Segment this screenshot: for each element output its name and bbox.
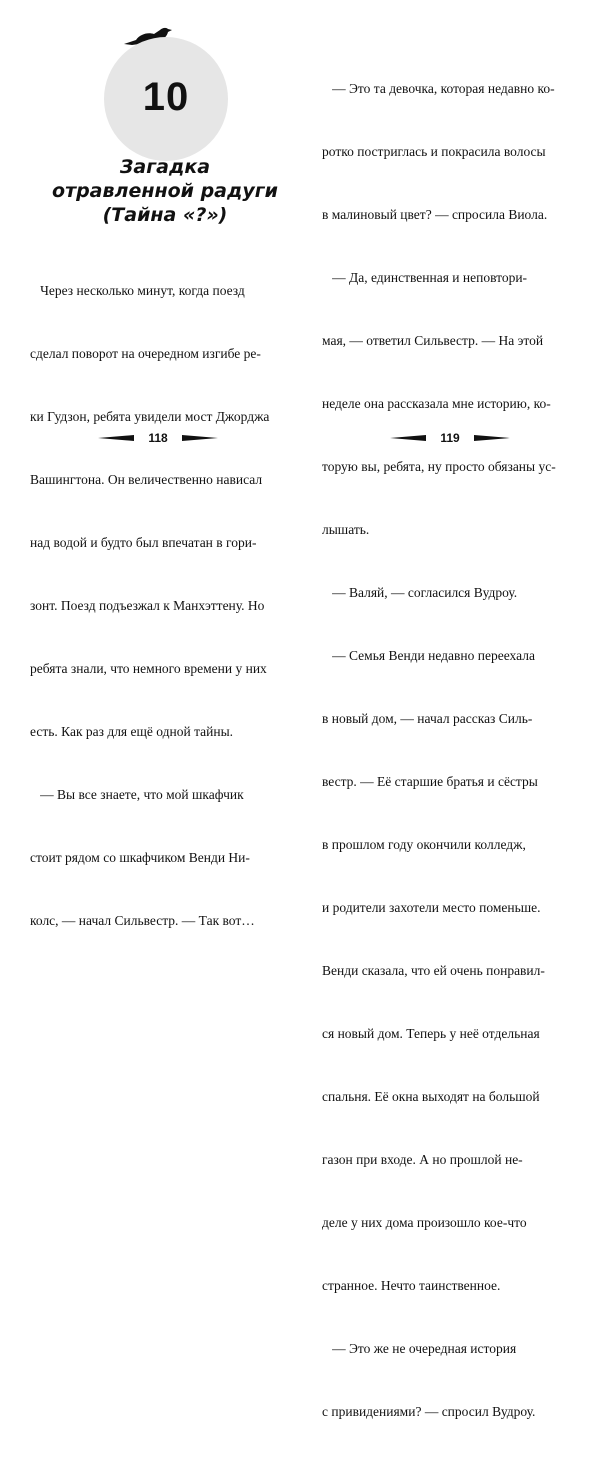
text-line: — Это же не очередная история [322, 1341, 517, 1356]
text-line: зонт. Поезд подъезжал к Манхэттену. Но [30, 598, 265, 613]
chapter-title-line: Загадка [119, 156, 211, 178]
text-line: ки Гудзон, ребята увидели мост Джорджа [30, 409, 270, 424]
left-body-text [30, 238, 304, 973]
text-line: есть. Как раз для ещё одной тайны. [30, 724, 234, 739]
text-line: Венди сказала, что ей очень понравил- [322, 963, 545, 978]
text-line: Вашингтона. Он величественно нависал [30, 472, 263, 487]
text-line: и родители захотели место поменьше. [322, 900, 541, 915]
chapter-number: 10 [142, 75, 190, 119]
text-line: ребята знали, что немного времени у них [30, 661, 267, 676]
right-page [304, 0, 608, 1419]
text-line: — Это та девочка, которая недавно ко- [322, 81, 555, 96]
text-line: спальня. Её окна выходят на большой [322, 1089, 540, 1104]
text-line: с привидениями? — спросил Вудроу. [322, 1404, 536, 1419]
text-line: деле у них дома произошло кое-что [322, 1215, 527, 1230]
chapter-title [30, 155, 300, 227]
text-line: ротко постриглась и покрасила волосы [322, 144, 546, 159]
right-body-text [322, 36, 602, 1464]
text-line: в новый дом, — начал рассказ Силь- [322, 711, 533, 726]
left-page-number-ornament [98, 430, 218, 446]
text-line: сделал поворот на очередном изгибе ре- [30, 346, 261, 361]
right-page-number-ornament [390, 430, 510, 446]
text-line: Через несколько минут, когда поезд [30, 283, 245, 298]
text-line: торую вы, ребята, ну просто обязаны ус- [322, 459, 556, 474]
page-number: 119 [440, 431, 460, 445]
ornament-right-icon [474, 434, 510, 442]
page-number: 118 [148, 431, 168, 445]
chapter-title-line: отравленной радуги [52, 180, 278, 202]
text-line: стоит рядом со шкафчиком Венди Ни- [30, 850, 250, 865]
chapter-title-line: (Тайна «?») [102, 204, 228, 226]
text-line: мая, — ответил Сильвестр. — На этой [322, 333, 544, 348]
text-line: странное. Нечто таинственное. [322, 1278, 501, 1293]
text-line: в прошлом году окончили колледж, [322, 837, 526, 852]
left-page [0, 0, 304, 928]
text-line: — Семья Венди недавно переехала [322, 648, 535, 663]
ornament-right-icon [182, 434, 218, 442]
text-line: над водой и будто был впечатан в гори- [30, 535, 257, 550]
text-line: — Вы все знаете, что мой шкафчик [30, 787, 244, 802]
text-line: ся новый дом. Теперь у неё отдельная [322, 1026, 540, 1041]
text-line: — Да, единственная и неповтори- [322, 270, 528, 285]
text-line: колс, — начал Сильвестр. — Так вот… [30, 913, 255, 928]
text-line: в малиновый цвет? — спросила Виола. [322, 207, 548, 222]
text-line: вестр. — Её старшие братья и сёстры [322, 774, 538, 789]
text-line: — Валяй, — согласился Вудроу. [322, 585, 518, 600]
text-line: лышать. [322, 522, 370, 537]
text-line: неделе она рассказала мне историю, ко- [322, 396, 551, 411]
text-line: газон при входе. А но прошлой не- [322, 1152, 523, 1167]
